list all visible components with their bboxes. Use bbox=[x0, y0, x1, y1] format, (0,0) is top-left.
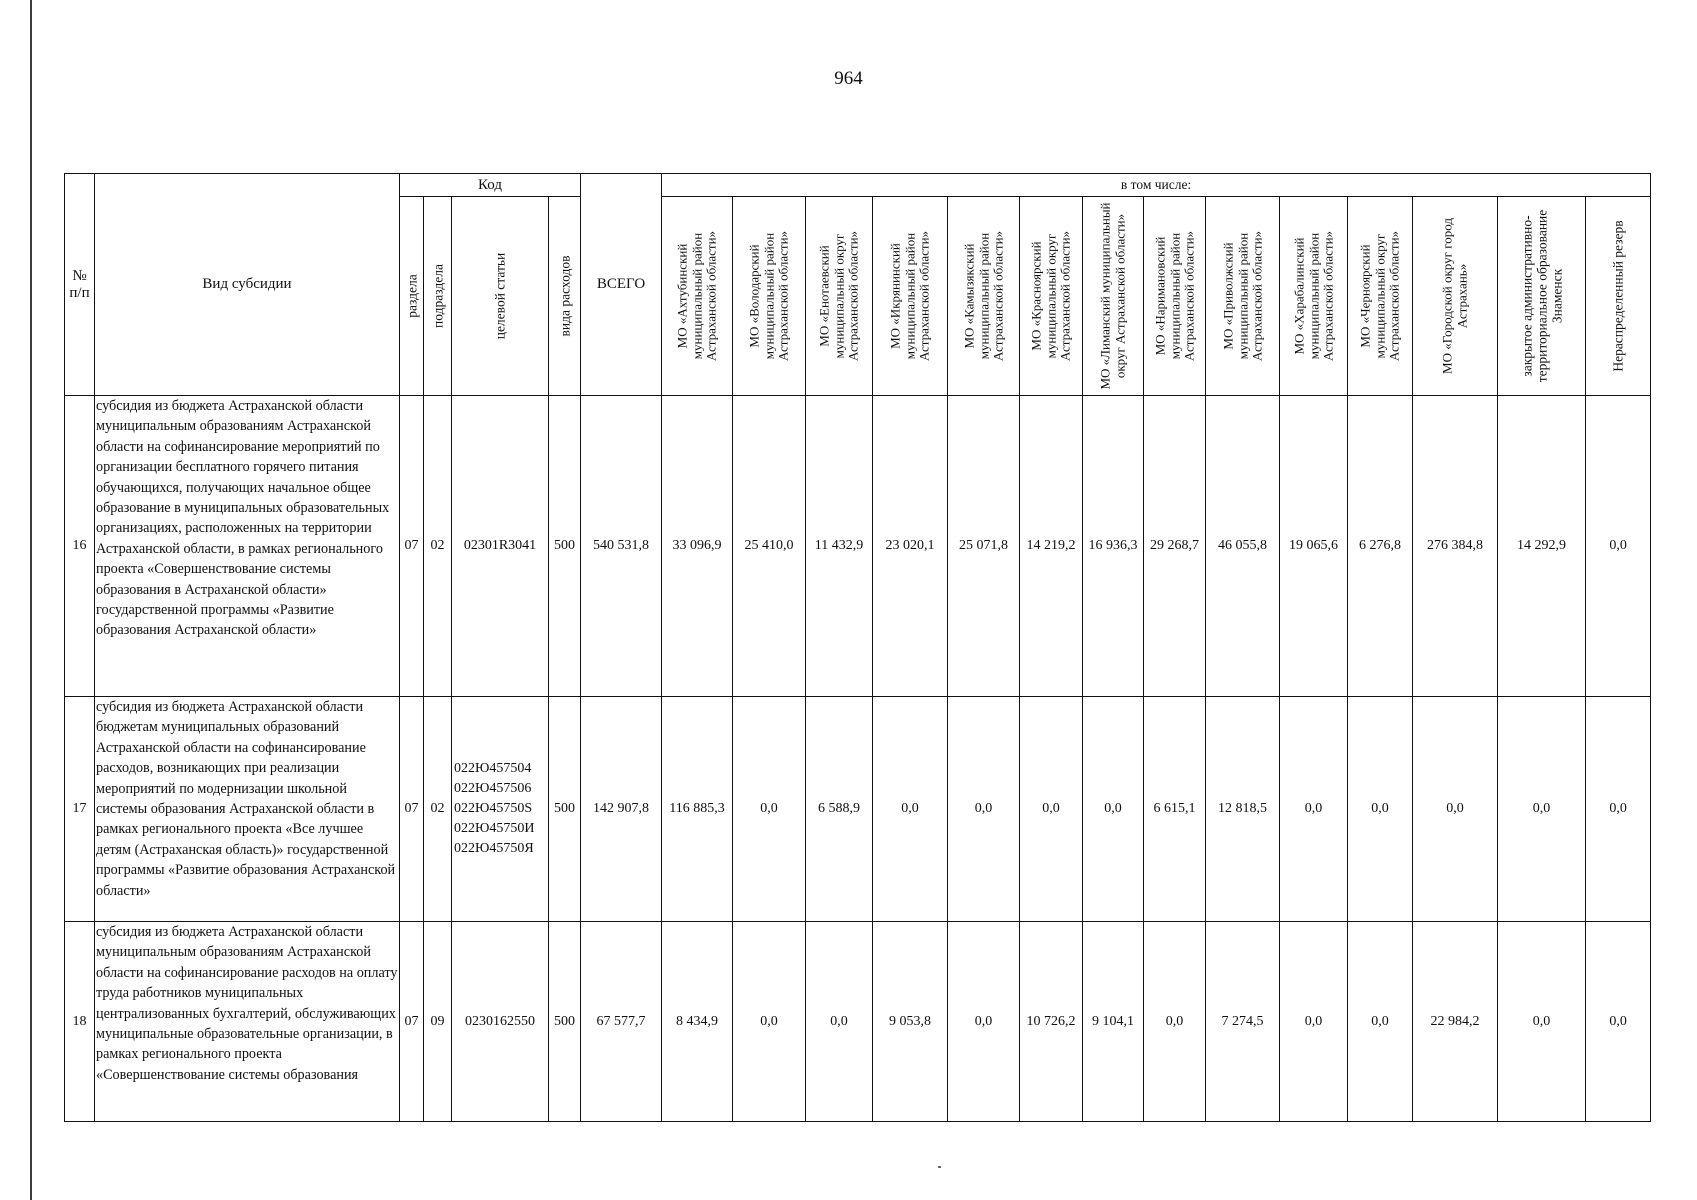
row-value: 0,0 bbox=[1083, 697, 1144, 922]
row-expense-type: 500 bbox=[549, 396, 581, 697]
row-subsection-code: 09 bbox=[424, 922, 452, 1122]
header-municipality bbox=[806, 197, 873, 396]
row-value: 276 384,8 bbox=[1413, 396, 1498, 697]
row-value: 7 274,5 bbox=[1206, 922, 1280, 1122]
target-code-line: 02301R3041 bbox=[463, 538, 537, 553]
header-label: МО «Икрянинский муниципальный район Астраханской области» bbox=[887, 230, 932, 362]
row-number: 16 bbox=[65, 396, 95, 697]
row-subsection-code: 02 bbox=[424, 697, 452, 922]
row-number: 18 bbox=[65, 922, 95, 1122]
row-value: 6 615,1 bbox=[1144, 697, 1206, 922]
header-code-section bbox=[400, 197, 424, 396]
page-number: 964 bbox=[834, 68, 863, 89]
header-label: МО «Ахтубинский муниципальный район Астраханской области» bbox=[674, 230, 719, 362]
header-total: ВСЕГО bbox=[581, 174, 662, 396]
row-expense-type: 500 bbox=[549, 697, 581, 922]
header-municipality bbox=[1280, 197, 1348, 396]
header-municipality bbox=[1413, 197, 1498, 396]
row-value: 6 276,8 bbox=[1348, 396, 1413, 697]
row-value: 0,0 bbox=[1586, 396, 1651, 697]
row-value: 25 410,0 bbox=[733, 396, 806, 697]
header-label: МО «Наримановский муниципальный район Астраханской области» bbox=[1151, 230, 1196, 362]
row-value: 0,0 bbox=[1280, 922, 1348, 1122]
row-section-code: 07 bbox=[400, 697, 424, 922]
target-code-line: 022Ю457506 bbox=[454, 781, 532, 796]
header-municipality bbox=[1020, 197, 1083, 396]
row-value: 19 065,6 bbox=[1280, 396, 1348, 697]
header-label: МО «Камызякский муниципальный район Астраханской области» bbox=[960, 230, 1005, 362]
header-label: МО «Лиманский муниципальный округ Астраханской области» bbox=[1097, 202, 1128, 390]
target-code-line: 022Ю45750И bbox=[454, 821, 535, 836]
row-value: 9 053,8 bbox=[873, 922, 948, 1122]
row-value: 0,0 bbox=[1280, 697, 1348, 922]
row-total: 67 577,7 bbox=[581, 922, 662, 1122]
header-municipality bbox=[1586, 197, 1651, 396]
row-value: 0,0 bbox=[733, 922, 806, 1122]
row-value: 0,0 bbox=[1144, 922, 1206, 1122]
header-label: МО «Енотаевский муниципальный округ Астраханской области» bbox=[816, 230, 861, 362]
row-value: 0,0 bbox=[1348, 922, 1413, 1122]
row-value: 0,0 bbox=[806, 922, 873, 1122]
row-value: 0,0 bbox=[733, 697, 806, 922]
header-label: МО «Черноярский муниципальный округ Астраханской области» bbox=[1357, 230, 1402, 362]
header-municipality bbox=[948, 197, 1020, 396]
row-description: субсидия из бюджета Астраханской области муниципальным образованиям Астраханской области на софинансирование мероприятий по организации бесплатного горячего питания обучающихся, получающих начальное общее образование в муниципальных образовательных организациях, расположенных на территории Астраханской области, в рамках регионального проекта «Совершенствование системы образования в Астраханской области» государственной программы «Развитие образования Астраханской области» bbox=[95, 396, 400, 697]
row-value: 14 292,9 bbox=[1498, 396, 1586, 697]
header-row-top bbox=[65, 174, 1651, 197]
target-code-line: 022Ю45750S bbox=[454, 801, 533, 816]
row-target-code bbox=[452, 697, 549, 922]
row-value: 25 071,8 bbox=[948, 396, 1020, 697]
row-target-code bbox=[452, 922, 549, 1122]
row-value: 0,0 bbox=[1498, 922, 1586, 1122]
row-subsection-code: 02 bbox=[424, 396, 452, 697]
header-code-subsection bbox=[424, 197, 452, 396]
row-value: 11 432,9 bbox=[806, 396, 873, 697]
header-label: целевой статьи bbox=[492, 252, 508, 340]
header-label: МО «Красноярский муниципальный округ Астраханской области» bbox=[1028, 230, 1073, 362]
header-subsidy-type: Вид субсидии bbox=[95, 174, 400, 396]
row-description: субсидия из бюджета Астраханской области муниципальным образованиям Астраханской области на софинансирование расходов на оплату труда работников муниципальных централизованных бухгалтерий, обслуживающих муниципальные образовательные организации, в рамках регионального проекта «Совершенствование системы образования bbox=[95, 922, 400, 1122]
row-section-code: 07 bbox=[400, 396, 424, 697]
header-label: закрытое административно-территориальное образование Знаменск bbox=[1519, 209, 1565, 383]
row-value: 0,0 bbox=[1348, 697, 1413, 922]
header-including: в том числе: bbox=[662, 174, 1651, 197]
header-code-group: Код bbox=[400, 174, 581, 197]
row-value: 0,0 bbox=[1586, 697, 1651, 922]
row-value: 22 984,2 bbox=[1413, 922, 1498, 1122]
header-municipality bbox=[733, 197, 806, 396]
row-value: 116 885,3 bbox=[662, 697, 733, 922]
header-label: подраздела bbox=[430, 264, 445, 328]
row-value: 6 588,9 bbox=[806, 697, 873, 922]
header-municipality bbox=[1498, 197, 1586, 396]
row-value: 9 104,1 bbox=[1083, 922, 1144, 1122]
table-row bbox=[65, 922, 1651, 1122]
header-label: Нераспределенный резерв bbox=[1610, 220, 1626, 372]
header-municipality bbox=[662, 197, 733, 396]
row-value: 33 096,9 bbox=[662, 396, 733, 697]
header-label: МО «Володарский муниципальный район Астраханской области» bbox=[746, 230, 791, 362]
header-label: МО «Харабалинский муниципальный район Астраханской области» bbox=[1290, 230, 1335, 362]
target-code-line: 0230162550 bbox=[465, 1013, 535, 1029]
row-value: 12 818,5 bbox=[1206, 697, 1280, 922]
row-total: 540 531,8 bbox=[581, 396, 662, 697]
header-label: МО «Приволжский муниципальный район Астраханской области» bbox=[1219, 230, 1264, 362]
row-value: 0,0 bbox=[1020, 697, 1083, 922]
row-value: 8 434,9 bbox=[662, 922, 733, 1122]
target-code-line: 022Ю457504 bbox=[454, 761, 532, 776]
row-section-code: 07 bbox=[400, 922, 424, 1122]
scan-speck bbox=[938, 1166, 941, 1168]
row-value: 23 020,1 bbox=[873, 396, 948, 697]
table-body bbox=[65, 396, 1651, 1122]
header-municipality bbox=[873, 197, 948, 396]
header-num: № п/п bbox=[65, 174, 95, 396]
row-total: 142 907,8 bbox=[581, 697, 662, 922]
row-value: 14 219,2 bbox=[1020, 396, 1083, 697]
row-value: 29 268,7 bbox=[1144, 396, 1206, 697]
header-code-target bbox=[452, 197, 549, 396]
header-code-expense bbox=[549, 197, 581, 396]
row-value: 10 726,2 bbox=[1020, 922, 1083, 1122]
header-label: раздела bbox=[404, 274, 419, 318]
table-row bbox=[65, 396, 1651, 697]
scan-edge-line bbox=[30, 0, 32, 1200]
header-municipality bbox=[1083, 197, 1144, 396]
header-label: МО «Городской округ город Астрахань» bbox=[1439, 218, 1470, 374]
row-target-code bbox=[452, 396, 549, 697]
row-description: субсидия из бюджета Астраханской области бюджетам муниципальных образований Астраханской области на софинансирование расходов, возникающих при реализации мероприятий по модернизации школьной системы образования Астраханской области в рамках регионального проекта «Все лучшее детям (Астраханская область)» государственной программы «Развитие образования Астраханской области» bbox=[95, 697, 400, 922]
row-value: 0,0 bbox=[948, 697, 1020, 922]
row-value: 0,0 bbox=[1413, 697, 1498, 922]
row-value: 0,0 bbox=[873, 697, 948, 922]
row-value: 0,0 bbox=[948, 922, 1020, 1122]
header-label: вида расходов bbox=[557, 255, 573, 337]
subsidy-distribution-table bbox=[64, 173, 1651, 1122]
row-value: 16 936,3 bbox=[1083, 396, 1144, 697]
row-number: 17 bbox=[65, 697, 95, 922]
row-value: 0,0 bbox=[1498, 697, 1586, 922]
row-value: 46 055,8 bbox=[1206, 396, 1280, 697]
header-municipality bbox=[1144, 197, 1206, 396]
row-value: 0,0 bbox=[1586, 922, 1651, 1122]
target-code-line: 022Ю45750Я bbox=[454, 841, 534, 856]
header-municipality bbox=[1206, 197, 1280, 396]
table-row bbox=[65, 697, 1651, 922]
row-expense-type: 500 bbox=[549, 922, 581, 1122]
header-municipality bbox=[1348, 197, 1413, 396]
